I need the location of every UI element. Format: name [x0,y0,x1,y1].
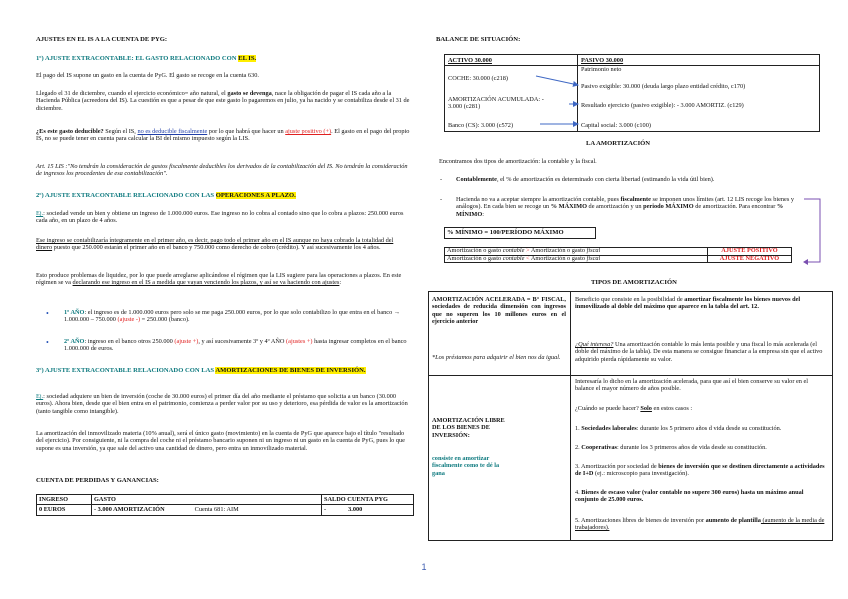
divider [429,375,832,376]
table-cell: AJUSTE NEGATIVO [708,255,792,263]
libre-intro: Interesaría lo dicho en la amortización acelerada, para que así el bien conserve su valor en el balance el mayor número de años posible. [575,378,809,393]
list-item: • 1º AÑO: el ingreso es de 1.000.000 euros pero solo se me paga 250.000 euros, por lo que solo contabilizo lo que entra en el banco → 1.000.000 – 750.000 (ajuste -) = 250.000 (banco). [46,309,401,324]
ajustes-table [444,247,792,263]
balance-title: BALANCE DE SITUACIÓN: [436,36,521,43]
activo-amortizacion: AMORTIZACIÓN ACUMULADA: - [448,96,544,103]
divider [570,292,571,540]
table-cell: - 3.000 [322,505,414,515]
dash-icon: - [440,176,443,183]
s2-para-2: Ese ingreso se contabilizaría íntegramente en el primer año, es decir, pago todo el primer año en el IS aunque no haya cobrado la totalidad del dinero puesto que 250.000 estarán el primer año en el banco y 750.000 como derecho de cobro (crédito). Y así sucesivamente los 4 años. [36,237,394,252]
bullet-icon: • [46,309,49,318]
table-header-ingreso: INGRESO [37,495,92,505]
list-item: 3. Amortización por sociedad de bienes de inversión que se destinen directamente a actividades de I+D (ej.: microscopio para investigación). [575,463,825,478]
list-item: 1. Sociedades laborales: durante los 5 primero años d vida desde su constitución. [575,425,782,432]
list-item-fiscal: Hacienda no va a aceptar siempre la amortización contable, pues fiscalmente se imponen unos límites (art. 12 LIS recoge los bienes y análogos). En cada bien se recoge un % MÁXIMO de amortización y un periodo MÁXIMO de amortización. Para encontrar % MÍNIMO: [456,196,795,218]
activo-amortizacion-value: 3.000 (c281) [448,103,481,110]
arrow-head-icon [803,259,808,265]
acelerada-title: AMORTIZACIÓN ACELERADA = B° FISCAL, sociedades de reducida dimensión con ingresos que no superen los 10 millones euros en el ejercicio anterior [432,296,566,326]
pyg-title: CUENTA DE PERDIDAS Y GANANCIAS: [36,477,159,484]
s3-para-2: La amortización del inmovilizado materia (10% anual), será el único gasto (movimiento) en la cuenta de PyG que aparece bajo el título "resultado del ejercicio). Por consiguiente, ni la compra del coche ni el préstamo bancario suponen ni un ingreso ni un gasto en la cuenta de PyG, pues lo que supone es una inversión, ya que sale del activo una cantidad de dinero, pero entra un inmovilizado material. [36,430,405,452]
list-item-contable: Contablemente, el % de amortización es determinado con cierta libertad (estimando la vida útil bien). [456,176,715,183]
pasivo-exigible: Pasivo exigible: 30.000 (deuda largo plazo entidad crédito, c170) [581,83,746,90]
bracket-arrow [786,196,826,272]
pasivo-header: PASIVO 30.000 [581,57,624,64]
list-item: 4. Bienes de escaso valor (valor contable no supere 300 euros) hasta un máximo anual conjunto de 25.000 euros. [575,489,804,504]
table-cell: Amortización o gasto contable > Amortización o gasto fiscal [445,248,708,256]
bullet-icon: • [46,338,49,347]
heading-1: 1º) AJUSTE EXTRACONTABLE: EL GASTO RELACIONADO CON EL IS. [36,55,257,62]
table-cell: 0 EUROS [37,505,92,515]
tipos-title: TIPOS DE AMORTIZACIÓN [591,279,677,286]
balance-arrows [444,54,824,134]
acelerada-description: Beneficio que consiste en la posibilidad de amortizar fiscalmente los bienes nuevos del inmovilizado al doble del máximo que aparece en la tabla del art. 12. [575,296,801,311]
libre-when: ¿Cuándo se puede hacer? Solo en estos casos : [575,405,693,412]
heading-3: 3º) AJUSTE EXTRACONTABLE RELACIONADO CON LAS AMORTIZACIONES DE BIENES DE INVERSIÓN. [36,367,366,374]
list-item: 2. Cooperativas: durante los 3 primeros años de vida desde su constitución. [575,444,767,451]
pasivo-patrimonio-neto: Patrimonio neto [581,66,622,73]
list-item: • 2º AÑO: ingreso en el banco otros 250.000 (ajuste +), y así sucesivamente 3º y 4º AÑO (ajustes +) hasta ingresar completos en el banco 1.000.000 de euros. [46,338,407,353]
formula-box: % MÍNIMO = 100/PERÍODO MÁXIMO [444,227,596,239]
s1-para-1: El pago del IS supone un gasto en la cuenta de PyG. El gasto se recoge en la cuenta 630. [36,72,259,79]
table-cell: - 3.000 AMORTIZACIÓN Cuenta 681: AIM [92,505,322,515]
libre-note: consiste en amortizar fiscalmente como te dé la gana [432,455,500,477]
activo-coche: COCHE: 30.000 (c218) [448,75,508,82]
acelerada-interest: ¿Qué interesa? Una amortización contable lo más lenta posible y una fiscal lo más acelerada (el doble del máximo de la tabla). De esta manera se consigue financiar a la empresa sin que el activo adquirido pierda rápidamente su valor. [575,341,823,363]
table-row [37,505,414,515]
tipos-table [428,291,833,541]
table-header-saldo: SALDO CUENTA PYG [322,495,414,505]
pyg-table [36,494,414,516]
dash-icon: - [440,196,443,203]
table-row [37,495,414,505]
arrow-icon [804,199,820,262]
acelerada-note: *Los préstamos para adquirir el bien nos da igual. [432,354,561,361]
amortizacion-title: LA AMORTIZACIÓN [586,140,651,147]
table-row [445,255,792,263]
pasivo-capital: Capital social: 3.000 (c100) [581,122,651,129]
activo-header: ACTIVO 30.000 [448,57,492,64]
table-cell: AJUSTE POSITIVO [708,248,792,256]
amortizacion-intro: Encontramos dos tipos de amortización: la contable y la fiscal. [439,158,597,165]
s1-para-2: Llegado el 31 de diciembre, cuando el ejercicio económico= año natural, el gasto se devenga, nace la obligación de pagar el IS cada año a la Hacienda Pública (acreedora del IS). La cuestión es que a pesar de que este gasto lo pagaremos en julio, ya ha nacido y se contabiliza desde el 31 de diciembre. [36,90,410,112]
s3-para-1: Ej.: sociedad adquiere un bien de inversión (coche de 30.000 euros) el primer día del año mediante el préstamo que solicita a un banco (30.000 euros). Ahora bien, desde que el bien entra en el patrimonio, comienza a perder valor por su uso y deterioro, esa pérdida de valor es la amortización (tanto tangible como intangible). [36,393,408,415]
activo-banco: Banco (CS): 3.000 (c572) [448,122,514,129]
s1-para-3: ¿Es este gasto deducible? Según el IS, no es deducible fiscalmente por lo que habrá que hacer un ajuste positivo (+). El gasto en el pago del propio IS, no se puede tener en cuenta para calcular la BI del mismo impuesto según la LIS. [36,128,410,143]
table-cell: Amortización o gasto contable < Amortización o gasto fiscal [445,255,708,263]
s2-para-3: Esto produce problemas de liquidez, por lo que puede arreglarse aplicándose el régimen que la LIS sugiere para las operaciones a plazos. En este régimen se va declarando ese ingreso en el IS a medida que vayan venciendo los plazos, y así se va haciendo con ajustes: [36,272,402,287]
libre-title: AMORTIZACIÓN LIBRE DE LOS BIENES DE INVERSIÓN: [432,417,505,439]
heading-2: 2º) AJUSTE EXTRACONTABLE RELACIONADO CON LAS OPERACIONES A PLAZO. [36,192,296,199]
pasivo-resultado: Resultado ejercicio (pasivo exigible): - 3.000 AMORTIZ. (c129) [581,102,744,109]
s1-article-quote: Art. 15 LIS :"No tendrán la consideración de gastos fiscalmente deducibles los derivados de la contabilización del IS. No tendrán la consideración de ingresos los procedentes de esa contabilización". [36,163,408,178]
page-number: 1 [421,562,427,572]
table-header-gasto: GASTO [92,495,322,505]
s2-para-1: Ej.: sociedad vende un bien y obtiene un ingreso de 1.000.000 euros. Ese ingreso no lo cobra al contado sino que lo cobra a plazos: 250.000 euros cada año, en un plazo de 4 años. [36,210,404,225]
section-title: AJUSTES EN EL IS A LA CUENTA DE PYG: [36,36,168,43]
arrow-icon [536,76,578,85]
list-item: 5. Amortizaciones libres de bienes de inversión por aumento de plantilla (aumento de la media de trabajadores). [575,517,825,532]
